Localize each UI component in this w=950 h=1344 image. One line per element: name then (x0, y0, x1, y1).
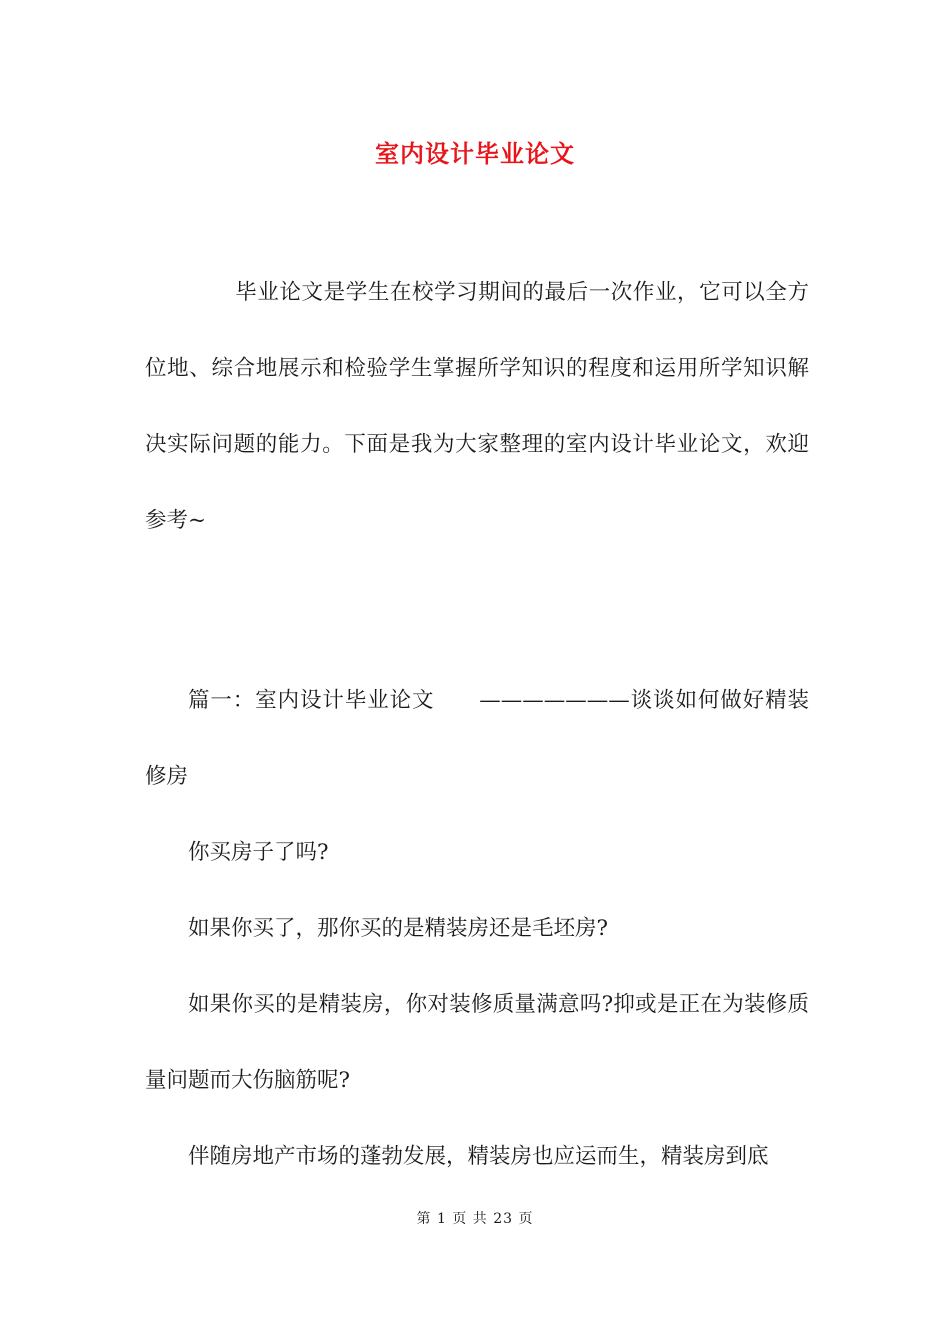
page-footer: 第 1 页 共 23 页 (416, 1211, 534, 1227)
section-heading-paragraph: 篇一：室内设计毕业论文 ———————谈谈如何做好精装修房 (145, 688, 809, 789)
intro-paragraph: 毕业论文是学生在校学习期间的最后一次作业，它可以全方位地、综合地展示和检验学生掌握所学知识的程度和运用所学知识解决实际问题的能力。下面是我为大家整理的室内设计毕业论文，欢迎参考~ (145, 280, 809, 533)
question-paragraph-2: 如果你买了，那你买的是精装房还是毛坯房? (188, 916, 609, 941)
body-paragraph: 伴随房地产市场的蓬勃发展，精装房也应运而生，精装房到底 (188, 1144, 769, 1169)
question-paragraph-1: 你买房子了吗? (188, 840, 329, 865)
document-title: 室内设计毕业论文 (375, 139, 575, 168)
document-body (145, 274, 809, 1195)
question-paragraph-3: 如果你买的是精装房，你对装修质量满意吗?抑或是正在为装修质量问题而大伤脑筋呢? (145, 992, 809, 1093)
